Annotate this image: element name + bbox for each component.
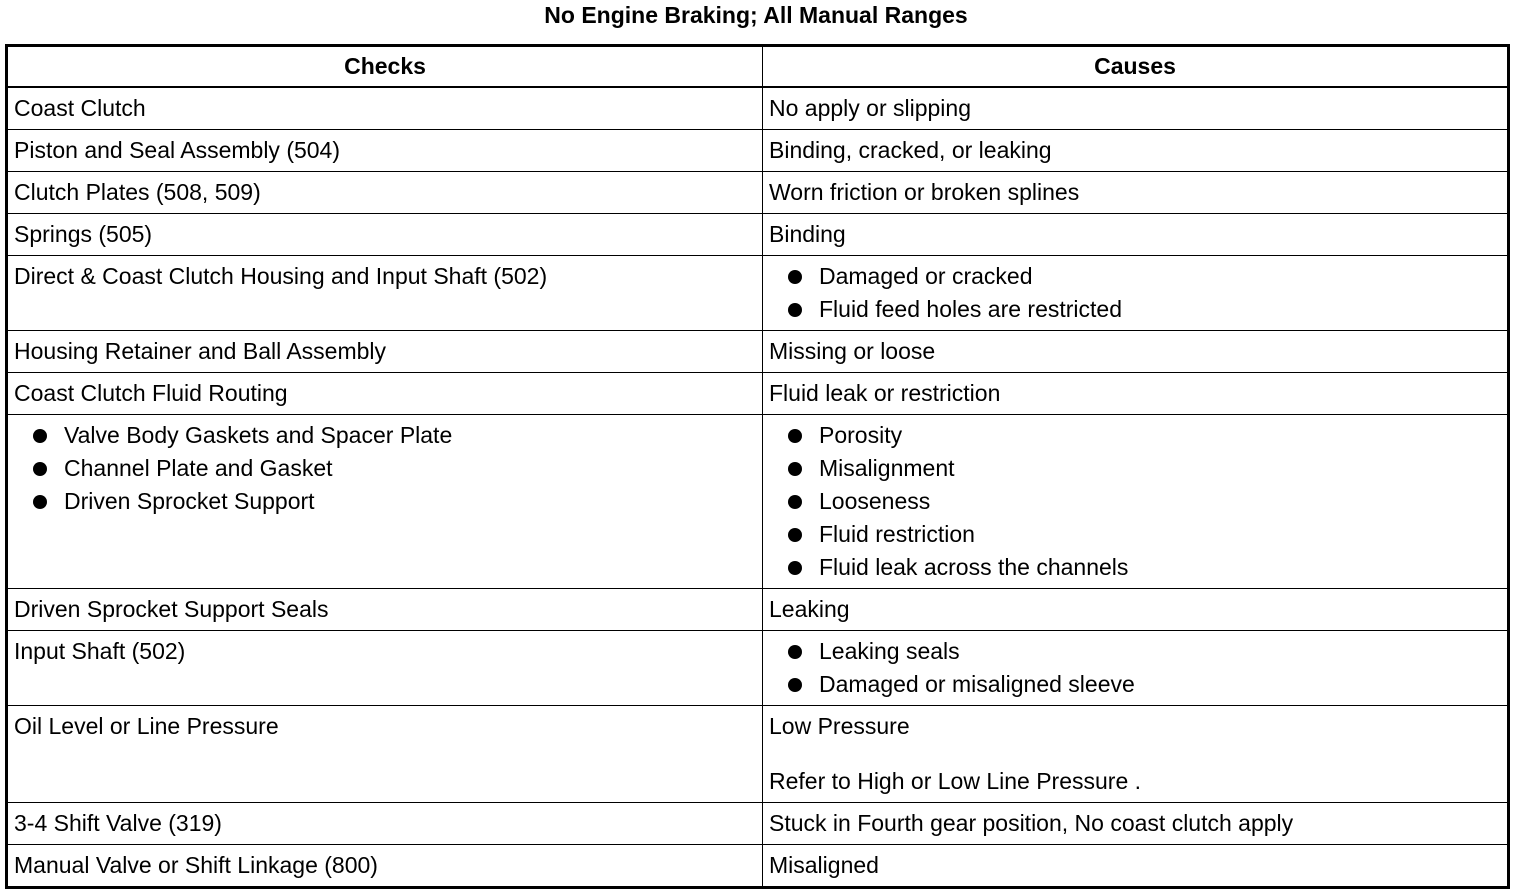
table-row xyxy=(7,415,1509,589)
cause-cell: Leaking xyxy=(763,589,1509,631)
page-title: No Engine Braking; All Manual Ranges xyxy=(544,2,968,28)
table-row xyxy=(7,87,1509,130)
cause-cell: Misaligned xyxy=(763,845,1509,888)
causes-column-header: Causes xyxy=(763,46,1509,88)
list-item: Misalignment xyxy=(769,452,1501,485)
cause-cell xyxy=(763,256,1509,331)
cause-cell: Binding, cracked, or leaking xyxy=(763,130,1509,172)
table-row xyxy=(7,331,1509,373)
table-row xyxy=(7,631,1509,706)
cause-cell: Missing or loose xyxy=(763,331,1509,373)
check-cell: Springs (505) xyxy=(7,214,763,256)
list-item: Channel Plate and Gasket xyxy=(14,452,756,485)
cause-cell: Binding xyxy=(763,214,1509,256)
table-row xyxy=(7,803,1509,845)
cause-cell: Fluid leak or restriction xyxy=(763,373,1509,415)
list-item: Valve Body Gaskets and Spacer Plate xyxy=(14,419,756,452)
table-row xyxy=(7,589,1509,631)
cause-cell xyxy=(763,631,1509,706)
list-item: Looseness xyxy=(769,485,1501,518)
list-item: Porosity xyxy=(769,419,1501,452)
table-row xyxy=(7,373,1509,415)
cross-reference-note: Refer to High or Low Line Pressure . xyxy=(769,768,1142,794)
table-row xyxy=(7,845,1509,888)
check-cell: Coast Clutch xyxy=(7,87,763,130)
table-row xyxy=(7,214,1509,256)
list-item: Damaged or misaligned sleeve xyxy=(769,668,1501,701)
list-item: Fluid leak across the channels xyxy=(769,551,1501,584)
check-cell: Oil Level or Line Pressure xyxy=(7,706,763,803)
check-cell: 3-4 Shift Valve (319) xyxy=(7,803,763,845)
check-cell: Input Shaft (502) xyxy=(7,631,763,706)
check-cell: Clutch Plates (508, 509) xyxy=(7,172,763,214)
check-bullet-list xyxy=(14,419,756,518)
cause-cell: No apply or slipping xyxy=(763,87,1509,130)
check-cell: Coast Clutch Fluid Routing xyxy=(7,373,763,415)
diagnosis-table xyxy=(5,44,1510,889)
cause-text: Low Pressure xyxy=(769,713,910,739)
table-header-row xyxy=(7,46,1509,88)
list-item: Fluid restriction xyxy=(769,518,1501,551)
check-cell: Manual Valve or Shift Linkage (800) xyxy=(7,845,763,888)
list-item: Damaged or cracked xyxy=(769,260,1501,293)
list-item: Driven Sprocket Support xyxy=(14,485,756,518)
check-cell: Piston and Seal Assembly (504) xyxy=(7,130,763,172)
cause-bullet-list xyxy=(769,635,1501,701)
list-item: Leaking seals xyxy=(769,635,1501,668)
table-row xyxy=(7,256,1509,331)
cause-cell xyxy=(763,415,1509,589)
table-row xyxy=(7,706,1509,803)
cause-cell: Worn friction or broken splines xyxy=(763,172,1509,214)
checks-column-header: Checks xyxy=(7,46,763,88)
cause-bullet-list xyxy=(769,419,1501,584)
check-cell: Direct & Coast Clutch Housing and Input Shaft (502) xyxy=(7,256,763,331)
cause-bullet-list xyxy=(769,260,1501,326)
check-cell: Housing Retainer and Ball Assembly xyxy=(7,331,763,373)
table-row xyxy=(7,130,1509,172)
cause-cell xyxy=(763,706,1509,803)
list-item: Fluid feed holes are restricted xyxy=(769,293,1501,326)
table-row xyxy=(7,172,1509,214)
check-cell xyxy=(7,415,763,589)
cause-cell: Stuck in Fourth gear position, No coast clutch apply xyxy=(763,803,1509,845)
check-cell: Driven Sprocket Support Seals xyxy=(7,589,763,631)
